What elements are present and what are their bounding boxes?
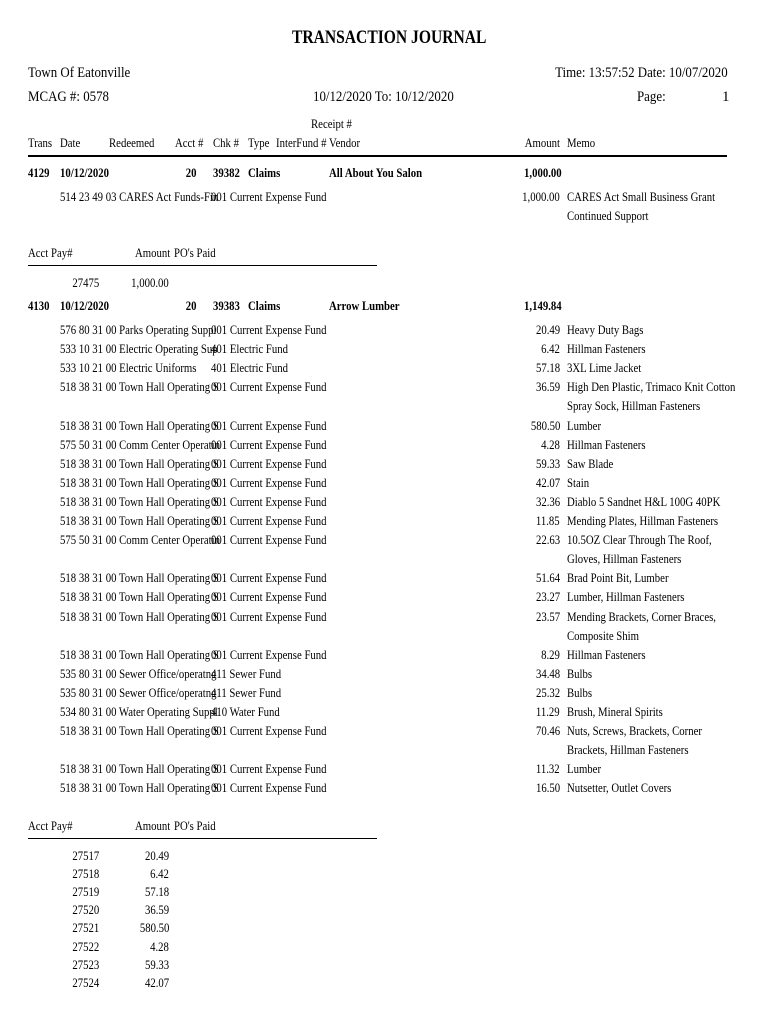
- line-fund: 001 Current Expense Fund: [211, 456, 327, 471]
- line-amount: 20.49: [535, 323, 560, 337]
- line-fund: 001 Current Expense Fund: [211, 475, 327, 490]
- trans-acct: 20: [185, 166, 196, 180]
- line-amount: 36.59: [535, 380, 560, 395]
- col-interfund: InterFund #: [276, 136, 327, 150]
- col-chk: Chk #: [213, 136, 239, 150]
- line-fund: 001 Current Expense Fund: [211, 380, 327, 395]
- line-memo: Brad Point Bit, Lumber: [567, 571, 669, 586]
- trans-amount: 1,149.84: [524, 299, 562, 313]
- line-account-text: 518 38 31 00 Town Hall Operating S: [60, 781, 219, 796]
- line-amount: 34.48: [535, 666, 560, 681]
- acct-pay-pos-header: PO's Paid: [174, 246, 216, 260]
- col-redeemed: Redeemed: [109, 136, 155, 150]
- line-memo: Lumber: [567, 418, 602, 433]
- line-account-text: 518 38 31 00 Town Hall Operating S: [60, 456, 219, 471]
- line-amount: 11.32: [536, 762, 560, 777]
- trans-number: 4130: [28, 299, 50, 313]
- acct-pay-amount: 36.59: [144, 903, 169, 918]
- line-account-text: 535 80 31 00 Sewer Office/operatng: [60, 666, 217, 681]
- line-amount: 23.27: [535, 590, 560, 605]
- line-memo: Stain: [567, 475, 590, 490]
- trans-vendor: All About You Salon: [329, 166, 423, 180]
- line-memo: Hillman Fasteners: [567, 647, 646, 662]
- col-amount: Amount: [524, 136, 560, 150]
- line-amount: 23.57: [535, 609, 560, 624]
- line-memo: Mending Brackets, Corner Braces,: [567, 609, 716, 624]
- line-memo: CARES Act Small Business Grant: [567, 190, 716, 204]
- acct-pay-number: 27523: [72, 957, 99, 972]
- trans-type: Claims: [248, 166, 281, 180]
- line-amount: 51.64: [535, 571, 560, 586]
- col-memo: Memo: [567, 136, 596, 150]
- line-fund: 001 Current Expense Fund: [211, 533, 327, 548]
- acct-pay-pos-header: PO's Paid: [174, 819, 216, 833]
- acct-pay-amount-header: Amount: [135, 246, 171, 260]
- line-amount: 59.33: [535, 456, 560, 471]
- line-account-text: 518 38 31 00 Town Hall Operating S: [60, 571, 219, 586]
- acct-pay-header: Acct Pay#: [28, 819, 73, 833]
- trans-number: 4129: [28, 166, 50, 180]
- line-account: [60, 781, 219, 796]
- line-account: [60, 724, 219, 739]
- acct-pay-amount: 6.42: [150, 867, 169, 882]
- trans-check: 39383: [213, 299, 240, 313]
- org-name: Town Of Eatonville: [28, 65, 131, 81]
- line-account: [60, 762, 219, 777]
- acct-pay-amount: 1,000.00: [131, 276, 169, 290]
- line-fund: 001 Current Expense Fund: [211, 494, 327, 509]
- col-receipt: Receipt #: [311, 117, 352, 131]
- line-account-text: 514 23 49 03 CARES Act Funds-Fin: [60, 190, 219, 204]
- line-account: [60, 437, 221, 452]
- line-fund: 401 Electric Fund: [211, 342, 289, 357]
- line-fund: 001 Current Expense Fund: [211, 190, 327, 204]
- acct-pay-number: 27522: [72, 939, 99, 954]
- acct-pay-amount: 59.33: [144, 957, 169, 972]
- line-fund: 410 Water Fund: [211, 705, 280, 719]
- line-account: [60, 571, 219, 586]
- trans-amount: 1,000.00: [524, 166, 562, 180]
- col-acct: Acct #: [175, 136, 204, 150]
- line-fund: 001 Current Expense Fund: [211, 590, 327, 605]
- line-memo: Heavy Duty Bags: [567, 323, 644, 337]
- line-account-text: 576 80 31 00 Parks Operating Suppl: [60, 323, 217, 337]
- line-memo: Lumber, Hillman Fasteners: [567, 590, 685, 605]
- acct-pay-amount-header: Amount: [135, 819, 171, 833]
- acct-pay-amount: 580.50: [139, 921, 169, 936]
- line-fund: 411 Sewer Fund: [211, 666, 282, 681]
- col-date: Date: [60, 136, 81, 150]
- line-account-text: 518 38 31 00 Town Hall Operating S: [60, 590, 219, 605]
- line-memo: 10.5OZ Clear Through The Roof,: [567, 533, 712, 548]
- line-account: [60, 514, 219, 528]
- line-account: [60, 418, 219, 433]
- col-trans: Trans: [28, 136, 53, 150]
- line-account-text: 518 38 31 00 Town Hall Operating S: [60, 494, 219, 509]
- line-amount: 42.07: [535, 475, 560, 490]
- line-account: [60, 647, 219, 662]
- line-fund: 001 Current Expense Fund: [211, 762, 327, 777]
- acct-pay-number: 27518: [72, 867, 99, 882]
- line-memo: Hillman Fasteners: [567, 342, 646, 357]
- acct-pay-rule: [28, 838, 377, 839]
- col-type: Type: [248, 136, 270, 150]
- line-account: [60, 533, 221, 548]
- line-memo-cont: Continued Support: [567, 209, 649, 223]
- line-memo: High Den Plastic, Trimaco Knit Cotton: [567, 380, 736, 395]
- page-title: TRANSACTION JOURNAL: [292, 27, 487, 48]
- acct-pay-amount: 57.18: [144, 885, 169, 900]
- line-account-text: 518 38 31 00 Town Hall Operating S: [60, 514, 219, 528]
- line-account: [60, 342, 218, 357]
- line-fund: 001 Current Expense Fund: [211, 724, 327, 739]
- line-account: [60, 705, 218, 719]
- line-fund: 411 Sewer Fund: [211, 685, 282, 700]
- line-memo: Mending Plates, Hillman Fasteners: [567, 514, 719, 528]
- line-amount: 25.32: [535, 685, 560, 700]
- acct-pay-number: 27521: [72, 921, 99, 936]
- date-range: 10/12/2020 To: 10/12/2020: [313, 89, 454, 105]
- acct-pay-amount: 42.07: [144, 975, 169, 990]
- acct-pay-amount: 20.49: [144, 849, 169, 863]
- header-rule: [28, 155, 727, 157]
- line-amount: 22.63: [535, 533, 560, 548]
- line-account-text: 533 10 31 00 Electric Operating Sup: [60, 342, 218, 357]
- line-amount: 16.50: [535, 781, 560, 796]
- line-fund: 001 Current Expense Fund: [211, 609, 327, 624]
- line-fund: 001 Current Expense Fund: [211, 437, 327, 452]
- line-account: [60, 361, 204, 375]
- line-amount: 32.36: [535, 494, 560, 509]
- line-amount: 4.28: [541, 437, 560, 452]
- line-fund: 001 Current Expense Fund: [211, 781, 327, 796]
- line-memo: Bulbs: [567, 666, 593, 681]
- line-account: [60, 494, 219, 509]
- acct-pay-number: 27517: [72, 849, 99, 863]
- line-account: [60, 380, 219, 395]
- line-memo-cont: Brackets, Hillman Fasteners: [567, 743, 689, 758]
- trans-date: 10/12/2020: [60, 166, 109, 180]
- acct-pay-header: Acct Pay#: [28, 246, 73, 260]
- line-memo: Nuts, Screws, Brackets, Corner: [567, 724, 702, 739]
- line-fund: 001 Current Expense Fund: [211, 514, 327, 528]
- line-memo-cont: Composite Shim: [567, 628, 639, 643]
- acct-pay-number: 27520: [72, 903, 99, 918]
- line-account: [60, 685, 217, 700]
- page-number: 1: [722, 89, 730, 105]
- line-fund: 001 Current Expense Fund: [211, 647, 327, 662]
- line-account: [60, 190, 219, 204]
- line-amount: 11.85: [536, 514, 560, 528]
- print-time-date: Time: 13:57:52 Date: 10/07/2020: [555, 65, 728, 81]
- trans-check: 39382: [213, 166, 240, 180]
- line-memo-cont: Spray Sock, Hillman Fasteners: [567, 399, 701, 414]
- line-account: [60, 609, 219, 624]
- line-amount: 11.29: [536, 705, 560, 719]
- acct-pay-number: 27524: [72, 975, 99, 990]
- line-memo: Bulbs: [567, 685, 593, 700]
- line-memo-cont: Gloves, Hillman Fasteners: [567, 552, 682, 567]
- line-account: [60, 590, 219, 605]
- acct-pay-amount: 4.28: [150, 939, 169, 954]
- line-account-text: 518 38 31 00 Town Hall Operating S: [60, 380, 219, 395]
- line-memo: Saw Blade: [567, 456, 614, 471]
- line-amount: 70.46: [535, 724, 560, 739]
- line-amount: 8.29: [541, 647, 560, 662]
- line-account: [60, 456, 219, 471]
- line-account-text: 534 80 31 00 Water Operating Suppl: [60, 705, 218, 719]
- line-account-text: 575 50 31 00 Comm Center Operatin: [60, 437, 221, 452]
- acct-pay-rule: [28, 265, 377, 266]
- line-fund: 401 Electric Fund: [211, 361, 289, 376]
- line-account-text: 518 38 31 00 Town Hall Operating S: [60, 475, 219, 490]
- trans-acct: 20: [185, 299, 196, 313]
- line-memo: Hillman Fasteners: [567, 437, 646, 452]
- acct-pay-number: 27475: [72, 276, 99, 290]
- line-fund: 001 Current Expense Fund: [211, 571, 327, 586]
- col-vendor: Vendor: [329, 136, 361, 150]
- line-memo: 3XL Lime Jacket: [567, 361, 642, 376]
- mcag-number: MCAG #: 0578: [28, 89, 110, 105]
- line-amount: 6.42: [541, 342, 560, 357]
- line-memo: Brush, Mineral Spirits: [567, 705, 663, 719]
- line-account: [60, 323, 217, 337]
- line-account-text: 518 38 31 00 Town Hall Operating S: [60, 724, 219, 739]
- line-fund: 001 Current Expense Fund: [211, 418, 327, 433]
- line-memo: Nutsetter, Outlet Covers: [567, 781, 672, 796]
- line-account-text: 533 10 21 00 Electric Uniforms: [60, 361, 197, 376]
- acct-pay-number: 27519: [72, 885, 99, 900]
- line-account-text: 518 38 31 00 Town Hall Operating S: [60, 418, 219, 433]
- trans-vendor: Arrow Lumber: [329, 299, 400, 313]
- line-account: [60, 666, 217, 681]
- trans-type: Claims: [248, 299, 281, 313]
- line-memo: Lumber: [567, 762, 602, 777]
- line-fund: 001 Current Expense Fund: [211, 323, 327, 337]
- page-label: Page:: [637, 89, 666, 105]
- line-account-text: 518 38 31 00 Town Hall Operating S: [60, 609, 219, 624]
- line-account: [60, 475, 219, 490]
- line-memo: Diablo 5 Sandnet H&L 100G 40PK: [567, 494, 721, 509]
- line-amount: 57.18: [535, 361, 560, 376]
- line-account-text: 518 38 31 00 Town Hall Operating S: [60, 762, 219, 777]
- line-account-text: 518 38 31 00 Town Hall Operating S: [60, 647, 219, 662]
- line-account-text: 535 80 31 00 Sewer Office/operatng: [60, 685, 217, 700]
- line-amount: 1,000.00: [522, 190, 560, 204]
- line-account-text: 575 50 31 00 Comm Center Operatin: [60, 533, 221, 548]
- trans-date: 10/12/2020: [60, 299, 109, 313]
- line-amount: 580.50: [530, 418, 560, 433]
